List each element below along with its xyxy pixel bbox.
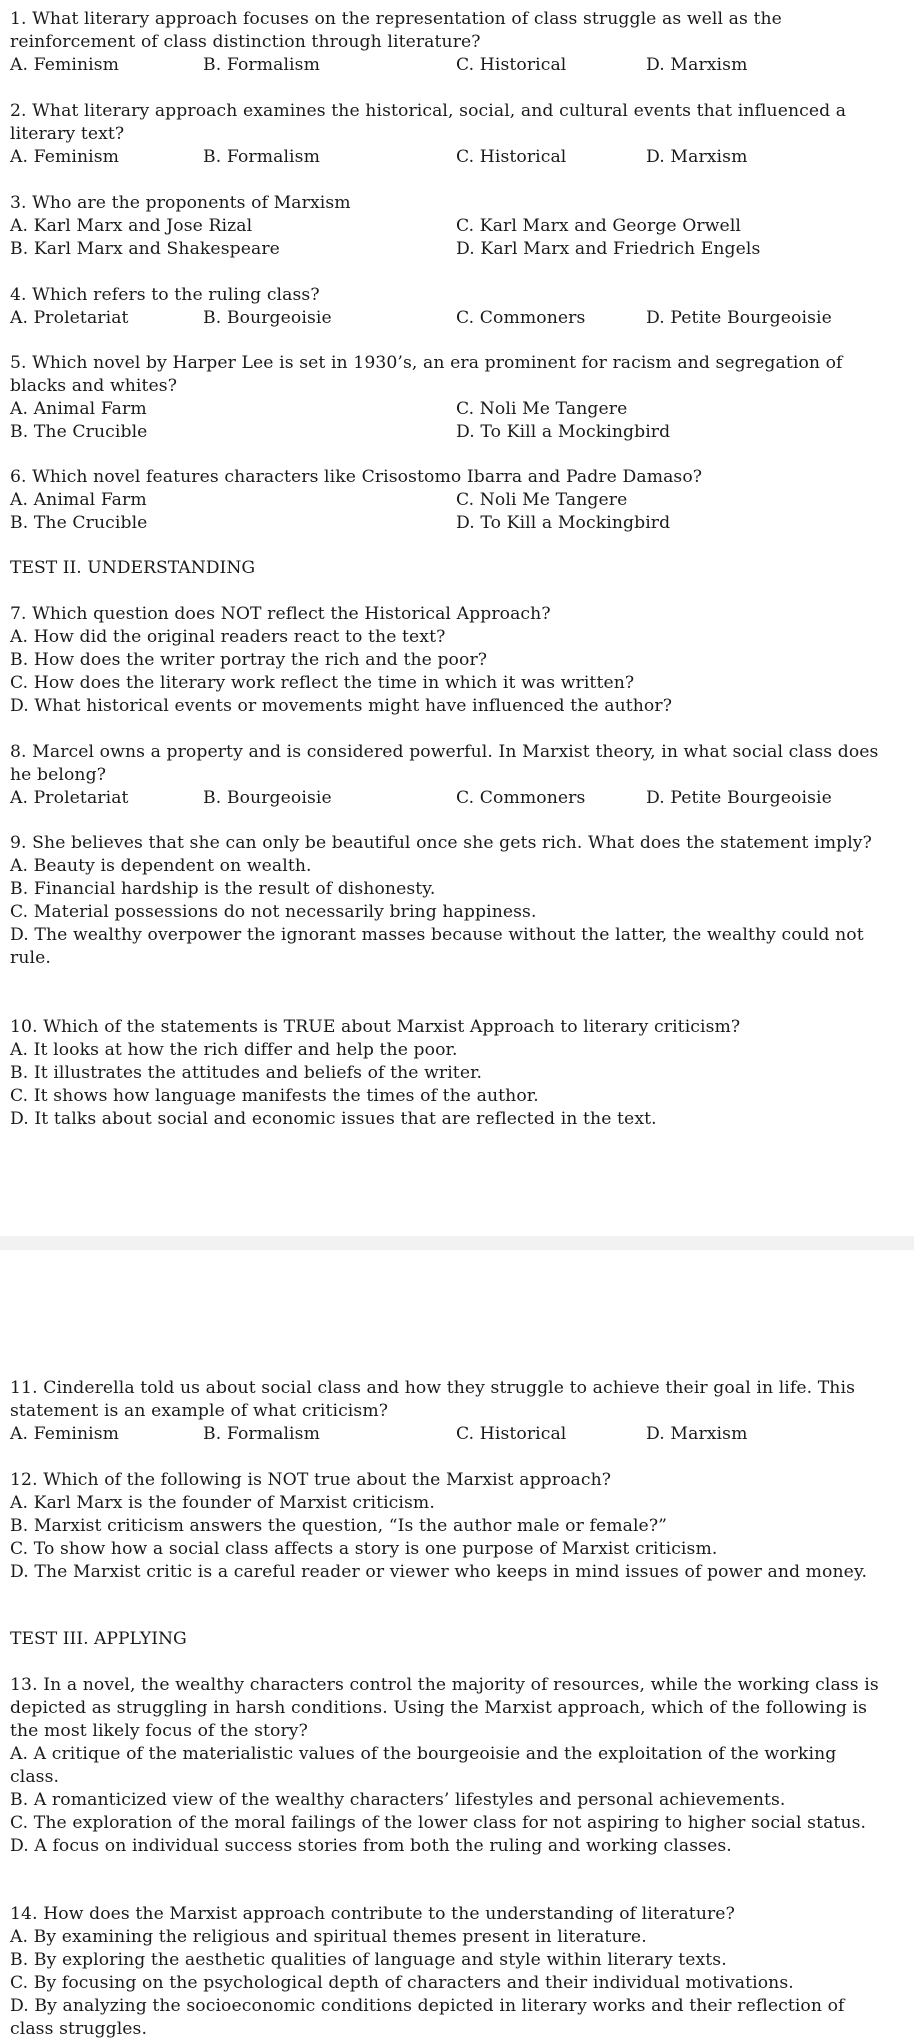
question-stem: 7. Which question does NOT reflect the Historical Approach? xyxy=(10,604,551,624)
option-d: D. Marxism xyxy=(646,55,748,75)
option-c: C. Historical xyxy=(456,1424,567,1444)
question-stem: 12. Which of the following is NOT true about the Marxist approach? xyxy=(10,1470,612,1490)
question-2 xyxy=(10,100,890,169)
option-a: A. Feminism xyxy=(10,1424,120,1444)
option-d: D. Marxism xyxy=(646,1424,748,1444)
worksheet-page-2 xyxy=(0,1250,914,2044)
question-4 xyxy=(10,284,890,330)
option-d: D. Petite Bourgeoisie xyxy=(646,788,832,808)
option-a: A. A critique of the materialistic values of the bourgeoisie and the exploitation of the working class. xyxy=(10,1744,837,1787)
option-a: A. Beauty is dependent on wealth. xyxy=(10,856,312,876)
option-c: C. Historical xyxy=(456,55,567,75)
question-stem: 3. Who are the proponents of Marxism xyxy=(10,193,351,213)
option-c: C. The exploration of the moral failings of the lower class for not aspiring to higher social status. xyxy=(10,1813,867,1833)
option-c: C. How does the literary work reflect the time in which it was written? xyxy=(10,673,635,693)
option-c: C. It shows how language manifests the times of the author. xyxy=(10,1086,539,1106)
option-d: D. By analyzing the socioeconomic conditions depicted in literary works and their reflection of class struggles. xyxy=(10,1996,845,2039)
option-b: B. It illustrates the attitudes and beliefs of the writer. xyxy=(10,1063,483,1083)
question-6 xyxy=(10,466,890,535)
option-c: C. Karl Marx and George Orwell xyxy=(456,216,742,236)
option-c: C. Commoners xyxy=(456,308,586,328)
section-heading-understanding: TEST II. UNDERSTANDING xyxy=(10,558,256,578)
question-8 xyxy=(10,741,890,810)
option-a: A. Animal Farm xyxy=(10,399,147,419)
option-b: B. Karl Marx and Shakespeare xyxy=(10,239,280,259)
option-c: C. Noli Me Tangere xyxy=(456,490,628,510)
question-stem: 5. Which novel by Harper Lee is set in 1930’s, an era prominent for racism and segregation of blacks and whites? xyxy=(10,353,843,396)
question-stem: 11. Cinderella told us about social class and how they struggle to achieve their goal in life. This statement is an example of what criticism? xyxy=(10,1378,855,1421)
option-a: A. Animal Farm xyxy=(10,490,147,510)
question-stem: 10. Which of the statements is TRUE about Marxist Approach to literary criticism? xyxy=(10,1017,741,1037)
option-a: A. Feminism xyxy=(10,55,120,75)
option-b: B. Bourgeoisie xyxy=(203,308,332,328)
question-5 xyxy=(10,352,890,444)
option-d: D. Marxism xyxy=(646,147,748,167)
question-stem: 13. In a novel, the wealthy characters control the majority of resources, while the working class is depicted as struggling in harsh conditions. Using the Marxist approach, which of the following is the most likely focus of the story? xyxy=(10,1675,879,1741)
option-a: A. Feminism xyxy=(10,147,120,167)
option-d: D. The Marxist critic is a careful reader or viewer who keeps in mind issues of power and money. xyxy=(10,1562,868,1582)
option-c: C. By focusing on the psychological depth of characters and their individual motivations. xyxy=(10,1973,794,1993)
section-heading-applying: TEST III. APPLYING xyxy=(10,1629,187,1649)
question-stem: 4. Which refers to the ruling class? xyxy=(10,285,320,305)
option-d: D. To Kill a Mockingbird xyxy=(456,513,671,533)
option-b: B. Formalism xyxy=(203,55,320,75)
option-c: C. Material possessions do not necessarily bring happiness. xyxy=(10,902,537,922)
option-b: B. Formalism xyxy=(203,147,320,167)
option-a: A. Karl Marx is the founder of Marxist criticism. xyxy=(10,1493,435,1513)
question-1 xyxy=(10,8,890,77)
option-d: D. What historical events or movements might have influenced the author? xyxy=(10,696,673,716)
question-11 xyxy=(10,1377,890,1446)
option-c: C. Commoners xyxy=(456,788,586,808)
option-d: D. The wealthy overpower the ignorant masses because without the latter, the wealthy could not rule. xyxy=(10,925,864,968)
option-b: B. The Crucible xyxy=(10,513,148,533)
option-a: A. How did the original readers react to the text? xyxy=(10,627,446,647)
question-13 xyxy=(10,1674,890,1858)
option-b: B. Financial hardship is the result of dishonesty. xyxy=(10,879,436,899)
option-c: C. Noli Me Tangere xyxy=(456,399,628,419)
question-7 xyxy=(10,603,890,718)
option-b: B. By exploring the aesthetic qualities of language and style within literary texts. xyxy=(10,1950,727,1970)
question-12 xyxy=(10,1469,890,1584)
option-a: A. Proletariat xyxy=(10,308,129,328)
option-a: A. It looks at how the rich differ and help the poor. xyxy=(10,1040,458,1060)
option-d: D. It talks about social and economic issues that are reflected in the text. xyxy=(10,1109,657,1129)
question-10 xyxy=(10,1016,890,1131)
question-3 xyxy=(10,192,890,261)
option-d: D. A focus on individual success stories from both the ruling and working classes. xyxy=(10,1836,732,1856)
question-stem: 8. Marcel owns a property and is considered powerful. In Marxist theory, in what social class does he belong? xyxy=(10,742,879,785)
question-stem: 14. How does the Marxist approach contribute to the understanding of literature? xyxy=(10,1904,735,1924)
question-stem: 6. Which novel features characters like Crisostomo Ibarra and Padre Damaso? xyxy=(10,467,703,487)
option-b: B. Bourgeoisie xyxy=(203,788,332,808)
option-b: B. Marxist criticism answers the question, “Is the author male or female?” xyxy=(10,1516,668,1536)
question-stem: 2. What literary approach examines the historical, social, and cultural events that influenced a literary text? xyxy=(10,101,847,144)
question-stem: 9. She believes that she can only be beautiful once she gets rich. What does the statement imply? xyxy=(10,833,872,853)
option-d: D. Petite Bourgeoisie xyxy=(646,308,832,328)
option-b: B. How does the writer portray the rich and the poor? xyxy=(10,650,488,670)
option-c: C. Historical xyxy=(456,147,567,167)
option-a: A. Proletariat xyxy=(10,788,129,808)
question-14 xyxy=(10,1903,890,2041)
option-a: A. Karl Marx and Jose Rizal xyxy=(10,216,253,236)
page-break xyxy=(0,1236,914,1250)
option-d: D. Karl Marx and Friedrich Engels xyxy=(456,239,761,259)
option-b: B. Formalism xyxy=(203,1424,320,1444)
question-stem: 1. What literary approach focuses on the representation of class struggle as well as the reinforcement of class distinction through literature? xyxy=(10,9,782,52)
option-d: D. To Kill a Mockingbird xyxy=(456,422,671,442)
option-c: C. To show how a social class affects a story is one purpose of Marxist criticism. xyxy=(10,1539,718,1559)
option-a: A. By examining the religious and spiritual themes present in literature. xyxy=(10,1927,647,1947)
question-9 xyxy=(10,832,890,970)
option-b: B. The Crucible xyxy=(10,422,148,442)
option-b: B. A romanticized view of the wealthy characters’ lifestyles and personal achievements. xyxy=(10,1790,786,1810)
